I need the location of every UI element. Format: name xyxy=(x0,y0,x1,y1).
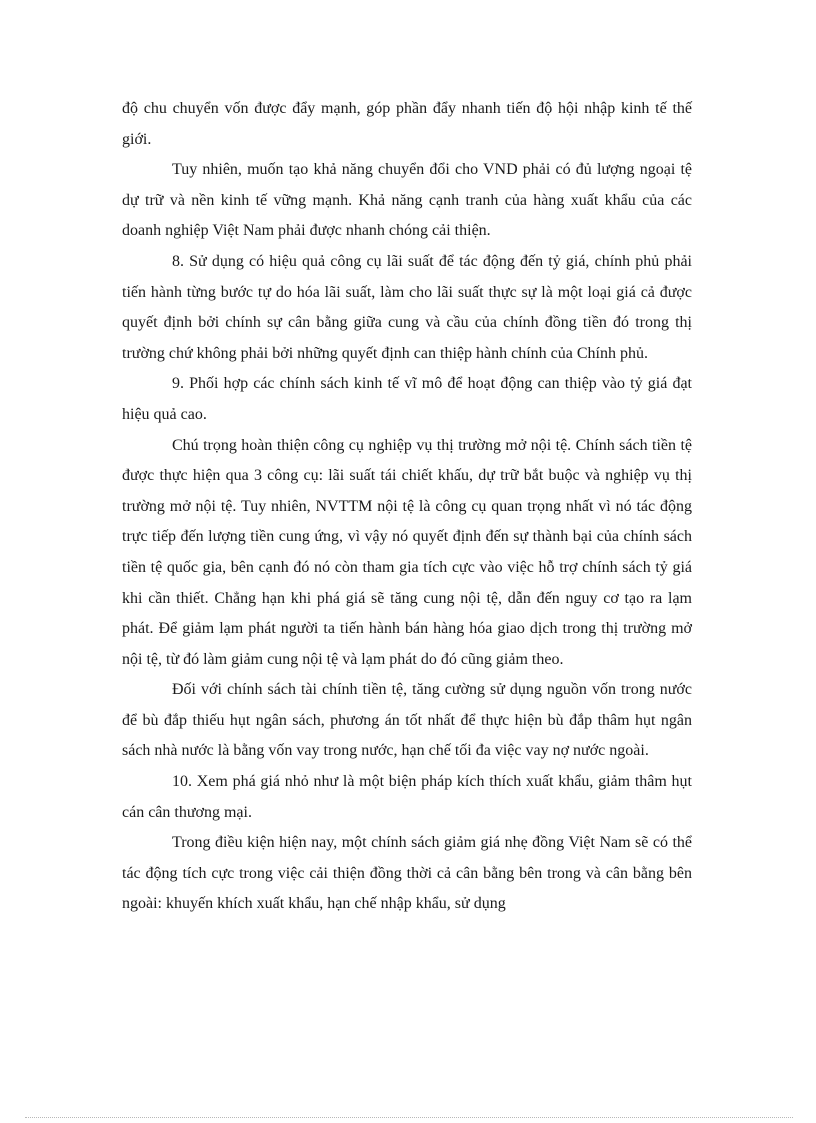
document-body xyxy=(122,94,692,920)
paragraph-item-9-macro-policy: 9. Phối hợp các chính sách kinh tế vĩ mô để hoạt động can thiệp vào tỷ giá đạt hiệu quả cao. xyxy=(122,375,692,423)
paragraph-continuation: độ chu chuyển vốn được đẩy mạnh, góp phần đẩy nhanh tiến độ hội nhập kinh tế thế giới. xyxy=(122,100,692,148)
paragraph-item-8-interest-rate: 8. Sử dụng có hiệu quả công cụ lãi suất để tác động đến tỷ giá, chính phủ phải tiến hành từng bước tự do hóa lãi suất, làm cho lãi suất thực sự là một loại giá cả được quyết định bởi chính sự cân bằng giữa cung và cầu của chính đồng tiền đó trong thị trường chứ không phải bởi những quyết định can thiệp hành chính của Chính phủ. xyxy=(122,252,692,362)
paragraph-current-conditions: Trong điều kiện hiện nay, một chính sách giảm giá nhẹ đồng Việt Nam sẽ có thể tác động tích cực trong việc cải thiện đồng thời cả cân bằng bên trong và cân bằng bên ngoài: khuyến khích xuất khẩu, hạn chế nhập khẩu, sử dụng xyxy=(122,834,692,913)
paragraph-item-10-devaluation: 10. Xem phá giá nhỏ như là một biện pháp kích thích xuất khẩu, giảm thâm hụt cán cân thương mại. xyxy=(122,773,692,821)
paragraph-fiscal-policy: Đối với chính sách tài chính tiền tệ, tăng cường sử dụng nguồn vốn trong nước để bù đắp thiếu hụt ngân sách, phương án tốt nhất để thực hiện bù đắp thâm hụt ngân sách nhà nước là bằng vốn vay trong nước, hạn chế tối đa việc vay nợ nước ngoài. xyxy=(122,681,692,760)
paragraph-open-market-operations: Chú trọng hoàn thiện công cụ nghiệp vụ thị trường mở nội tệ. Chính sách tiền tệ được thực hiện qua 3 công cụ: lãi suất tái chiết khấu, dự trữ bắt buộc và nghiệp vụ thị trường mở nội tệ. Tuy nhiên, NVTTM nội tệ là công cụ quan trọng nhất vì nó tác động trực tiếp đến lượng tiền cung ứng, vì vậy nó quyết định đến sự thành bại của chính sách tiền tệ quốc gia, bên cạnh đó nó còn tham gia tích cực vào việc hỗ trợ chính sách tỷ giá khi cần thiết. Chẳng hạn khi phá giá sẽ tăng cung nội tệ, dẫn đến nguy cơ tạo ra lạm phát. Để giảm lạm phát người ta tiến hành bán hàng hóa giao dịch trong thị trường mở nội tệ, từ đó làm giảm cung nội tệ và lạm phát do đó cũng giảm theo. xyxy=(122,436,692,668)
paragraph-vnd-convertibility: Tuy nhiên, muốn tạo khả năng chuyển đổi cho VND phải có đủ lượng ngoại tệ dự trữ và nền kinh tế vững mạnh. Khả năng cạnh tranh của hàng xuất khẩu của các doanh nghiệp Việt Nam phải được nhanh chóng cải thiện. xyxy=(122,161,692,240)
page-bottom-dotted-rule xyxy=(25,1117,793,1118)
